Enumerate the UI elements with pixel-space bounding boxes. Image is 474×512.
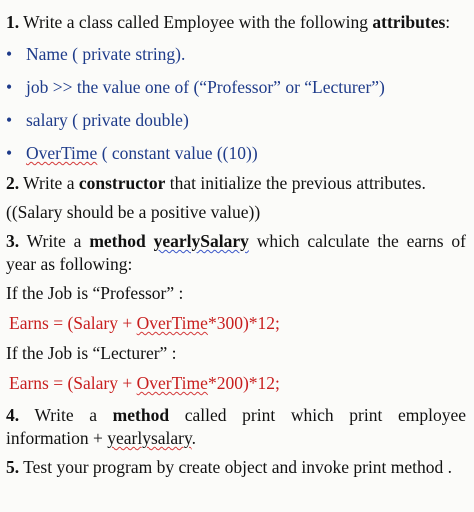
question-1-text: Write a class called Employee with the following — [19, 12, 373, 32]
question-5-text: Test your program by create object and invoke print method . — [19, 457, 453, 477]
attribute-item-salary — [6, 110, 466, 130]
question-5-number: 5. — [6, 457, 20, 477]
question-2-text: Write a — [19, 173, 79, 193]
question-3 — [6, 231, 466, 252]
formula-lecturer-start: Earns = (Salary + — [9, 373, 137, 393]
question-4-continuation — [6, 428, 466, 448]
formula-lecturer-end: *200)*12; — [207, 373, 280, 393]
formula-professor-overtime: OverTime — [136, 313, 208, 333]
formula-lecturer-overtime: OverTime — [136, 373, 208, 393]
formula-professor — [6, 313, 466, 333]
question-2-keyword: constructor — [78, 173, 166, 193]
question-2 — [6, 173, 466, 193]
attribute-overtime-word: OverTime — [26, 143, 98, 163]
attribute-item-overtime — [6, 143, 466, 163]
case-professor: If the Job is “Professor” : — [6, 283, 184, 303]
question-3-method-name: yearlySalary — [153, 231, 249, 251]
question-1 — [6, 12, 466, 32]
attribute-text: ( constant value ((10)) — [97, 143, 258, 163]
question-3-keyword: method — [89, 231, 146, 251]
question-4-continuation-start: information + — [6, 428, 108, 448]
attribute-item-name — [6, 44, 466, 64]
question-4-text: Write a — [19, 405, 113, 425]
attribute-text: job >> the value one of (“Professor” or “Lecturer”) — [26, 77, 385, 97]
question-4-yearlysalary: yearlysalary — [107, 428, 192, 448]
question-4-continuation-end: . — [191, 428, 196, 448]
question-4 — [6, 405, 466, 426]
question-3-number: 3. — [6, 231, 20, 251]
attribute-text: salary ( private double) — [26, 110, 189, 130]
formula-lecturer — [6, 373, 466, 393]
bullet-icon: • — [6, 110, 13, 130]
question-3-text: Write a — [19, 231, 90, 251]
question-2-number: 2. — [6, 173, 20, 193]
question-2-text-end: that initialize the previous attributes. — [165, 173, 426, 193]
question-5 — [6, 457, 466, 477]
formula-professor-end: *300)*12; — [207, 313, 280, 333]
question-2-note: ((Salary should be a positive value)) — [6, 202, 261, 222]
question-3-text-end: which calculate the earns of — [248, 231, 466, 251]
question-4-keyword: method — [112, 405, 170, 425]
attribute-text: Name ( private string). — [26, 44, 186, 64]
question-1-colon: : — [445, 12, 451, 32]
bullet-icon: • — [6, 143, 13, 163]
question-1-keyword: attributes — [372, 12, 446, 32]
formula-professor-start: Earns = (Salary + — [9, 313, 137, 333]
question-3-continuation: year as following: — [6, 254, 133, 274]
bullet-icon: • — [6, 44, 13, 64]
question-1-number: 1. — [6, 12, 20, 32]
attribute-item-job — [6, 77, 466, 97]
question-4-number: 4. — [6, 405, 20, 425]
question-4-text-end: called print which print employee — [169, 405, 466, 425]
attribute-list — [6, 44, 466, 163]
case-lecturer: If the Job is “Lecturer” : — [6, 343, 177, 363]
bullet-icon: • — [6, 77, 13, 97]
